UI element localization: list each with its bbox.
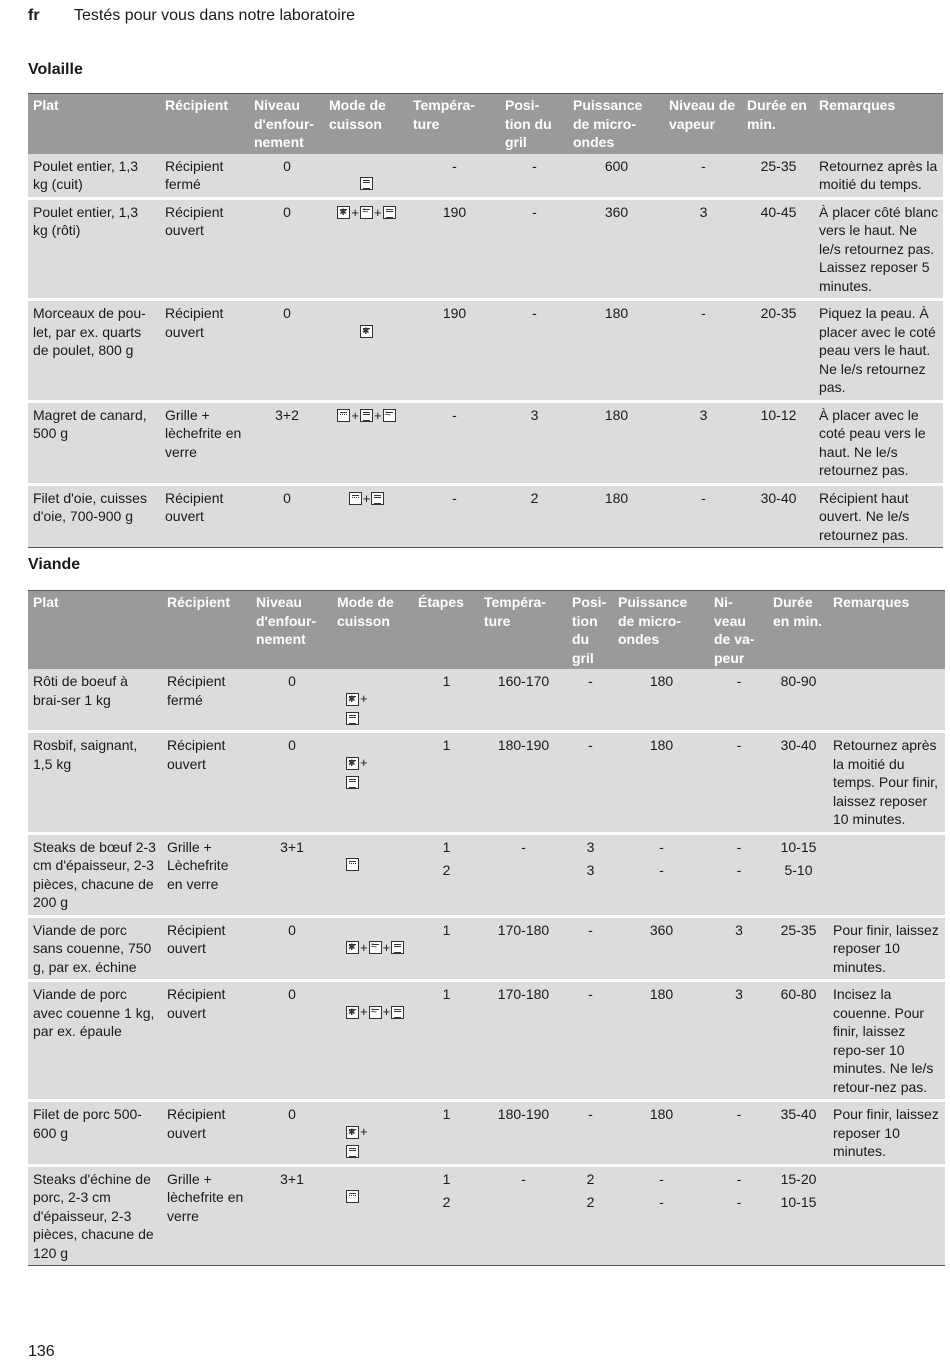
temperature: 190 [408,198,500,300]
step-value: 10-15 [780,1193,817,1210]
microwave-power: 600 [568,154,664,199]
temperature [479,1101,567,1166]
step-value: 170-180 [497,921,550,938]
table-row [28,981,945,1101]
cooking-mode [324,154,408,199]
table-row [28,916,945,981]
shelf-level: 3+2 [249,401,324,484]
duration: 40-45 [742,198,814,300]
step-value: - [588,1106,593,1123]
grill-position: 3 [500,401,568,484]
step-value: - [736,861,742,878]
dish-name: Magret de canard, 500 g [28,401,160,484]
page-number: 136 [28,1343,55,1360]
micro-mode-icon [346,1145,359,1158]
step-value: - [588,673,593,689]
remarks: Retournez après la moitié du temps. Pour finir, laissez reposer 10 minutes. [828,732,945,834]
duration [768,916,828,981]
micro-mode-icon [391,941,404,954]
dish-name: Rôti de boeuf à brai-ser 1 kg [28,669,162,732]
step-value: 180 [649,1106,674,1123]
remarks [828,833,945,916]
shelf-level: 3+1 [251,833,332,916]
column-header: Niveau d'enfour-nement [249,94,324,154]
step-value: 170-180 [497,986,550,1003]
step-value: 80-90 [780,673,817,689]
table-volaille [28,93,943,548]
step-value: 1 [442,737,451,754]
language-tag: fr [28,7,40,24]
temperature [479,916,567,981]
cooking-mode [332,1165,413,1266]
step-value: 1 [442,673,451,689]
table-row [28,154,943,199]
table-row [28,300,943,402]
step-value: 180 [649,673,674,689]
plus-sign: + [351,407,359,423]
temperature: - [408,484,500,548]
temperature [479,732,567,834]
plus-sign: + [374,407,382,423]
column-header: Remarques [814,94,943,154]
table-row [28,484,943,548]
step-value: 180 [649,737,674,754]
micro-mode-icon [360,177,373,190]
grill-mode-icon [349,492,362,505]
cooking-mode [332,1101,413,1166]
micro-mode-icon [371,492,384,505]
micro-mode-icon [360,409,373,422]
step-value: 2 [586,1170,595,1187]
shelf-level: 0 [251,981,332,1101]
duration [768,1165,828,1266]
container: Grille + Lèchefrite en verre [162,833,251,916]
micro-mode-icon [346,776,359,789]
steam-level: - [664,300,742,402]
grill-position [567,833,613,916]
shelf-level: 0 [251,1101,332,1166]
dish-name: Morceaux de pou-let, par ex. quarts de poulet, 800 g [28,300,160,402]
temperature [479,833,567,916]
step-value: - [588,986,593,1003]
remarks: À placer côté blanc vers le haut. Ne le/s retournez pas. Laissez reposer 5 minutes. [814,198,943,300]
column-header: Tempéra-ture [408,94,500,154]
grill-position [567,1165,613,1266]
grill-position [567,732,613,834]
page-header [28,7,355,25]
step-value: - [521,1170,526,1187]
steam-level: 3 [664,198,742,300]
grill-mode-icon [346,858,359,871]
cooking-mode [324,198,408,300]
column-header: Récipient [162,591,251,670]
table-viande [28,590,945,1266]
step-value: 2 [586,1193,595,1210]
shelf-level: 0 [249,300,324,402]
step [413,732,479,834]
step-value: 3 [586,861,595,878]
step-value: 180 [649,986,674,1003]
step-value: - [736,737,742,754]
steam-mode-icon [369,941,382,954]
step-value: 180-190 [497,737,550,754]
cooking-mode [332,916,413,981]
step-value: 360 [649,921,674,938]
step-value: 3 [735,921,743,938]
cooking-mode [324,401,408,484]
grill-position [567,981,613,1101]
micro-mode-icon [383,206,396,219]
step-value: - [736,1106,742,1123]
dish-name: Steaks d'échine de porc, 2-3 cm d'épaisseur, 2-3 pièces, chacune de 120 g [28,1165,162,1266]
plus-sign: + [360,755,368,771]
microwave-power: 180 [568,401,664,484]
step-value [484,1193,563,1216]
column-header: Durée en min. [768,591,828,670]
steam-level [709,981,768,1101]
container: Récipient ouvert [162,981,251,1101]
plus-sign: + [362,490,371,506]
plus-sign: + [360,1004,368,1020]
remarks: Pour finir, laissez reposer 10 minutes. [828,916,945,981]
steam-level: - [664,154,742,199]
plus-sign: + [351,204,359,220]
grill-position [567,669,613,732]
dish-name: Viande de porc sans couenne, 750 g, par ex. échine [28,916,162,981]
table-row [28,401,943,484]
step-value: 160-170 [497,673,550,689]
container: Récipient ouvert [162,1101,251,1166]
dish-name: Steaks de bœuf 2-3 cm d'épaisseur, 2-3 pièces, chacune de 200 g [28,833,162,916]
steam-level: 3 [664,401,742,484]
column-header: Étapes [413,591,479,670]
step-value: - [736,1193,742,1210]
step-value: - [521,838,526,855]
dish-name: Rosbif, saignant, 1,5 kg [28,732,162,834]
microwave-power [613,981,709,1101]
microwave-power [613,1101,709,1166]
step-value: 15-20 [780,1170,817,1187]
grill-mode-icon [346,1190,359,1203]
step-value: 60-80 [780,986,817,1003]
steam-mode-icon [360,206,373,219]
microwave-power: 180 [568,484,664,548]
micro-mode-icon [346,712,359,725]
step-value: 1 [442,1106,451,1123]
shelf-level: 0 [251,669,332,732]
step-value: - [659,861,664,878]
column-header: Niveau d'enfour-nement [251,591,332,670]
step-value: 10-15 [780,838,817,855]
container: Récipient ouvert [160,198,249,300]
steam-level [709,732,768,834]
micro-mode-icon [391,1006,404,1019]
steam-level [709,916,768,981]
step [413,1101,479,1166]
dish-name: Poulet entier, 1,3 kg (rôti) [28,198,160,300]
container: Récipient ouvert [162,916,251,981]
cooking-mode [324,300,408,402]
table-row [28,1101,945,1166]
step [413,981,479,1101]
duration: 10-12 [742,401,814,484]
shelf-level: 0 [251,732,332,834]
step-value: 180-190 [497,1106,550,1123]
steam-mode-icon [369,1006,382,1019]
grill-position: - [500,198,568,300]
duration [768,732,828,834]
duration: 25-35 [742,154,814,199]
plus-sign: + [360,939,368,955]
hot-mode-icon [337,206,350,219]
step-value [484,861,563,884]
steam-level [709,1101,768,1166]
temperature: - [408,401,500,484]
step-value: - [659,1170,664,1187]
step-value: 30-40 [780,737,817,754]
container: Grille + lèchefrite en verre [160,401,249,484]
hot-mode-icon [346,757,359,770]
step-value: 5-10 [784,861,813,878]
column-header: Plat [28,591,162,670]
remarks: Incisez la couenne. Pour finir, laissez repo-ser 10 minutes. Ne le/s retour-nez pas. [828,981,945,1101]
plus-sign: + [374,204,382,220]
duration [768,833,828,916]
step-value: - [736,1170,742,1187]
grill-position: 2 [500,484,568,548]
grill-mode-icon [337,409,350,422]
column-header: Posi-tion du gril [567,591,613,670]
microwave-power [613,732,709,834]
microwave-power [613,669,709,732]
step-value: 25-35 [780,921,817,938]
step-value: 3 [586,838,595,855]
steam-level [709,833,768,916]
grill-position [567,916,613,981]
steam-level [709,669,768,732]
remarks [828,1165,945,1266]
temperature [479,1165,567,1266]
step-value: - [736,838,742,855]
section-title-volaille: Volaille [28,61,83,78]
table-row [28,1165,945,1266]
cooking-mode [324,484,408,548]
dish-name: Poulet entier, 1,3 kg (cuit) [28,154,160,199]
step [413,916,479,981]
column-header: Puissance de micro-ondes [568,94,664,154]
step-value: - [588,921,593,938]
dish-name: Filet d'oie, cuisses d'oie, 700-900 g [28,484,160,548]
column-header: Niveau de vapeur [664,94,742,154]
hot-mode-icon [360,325,373,338]
hot-mode-icon [346,1006,359,1019]
step [413,833,479,916]
shelf-level: 0 [249,198,324,300]
cooking-mode [332,981,413,1101]
column-header: Mode de cuisson [332,591,413,670]
duration: 30-40 [742,484,814,548]
step-value: 2 [442,1193,451,1210]
table-row [28,833,945,916]
table-row [28,732,945,834]
temperature [479,981,567,1101]
steam-mode-icon [383,409,396,422]
cooking-mode [332,732,413,834]
step [413,669,479,732]
remarks: Pour finir, laissez reposer 10 minutes. [828,1101,945,1166]
column-header: Plat [28,94,160,154]
column-header: Puissance de micro-ondes [613,591,709,670]
step [413,1165,479,1266]
column-header: Ni-veau de va-peur [709,591,768,670]
plus-sign: + [382,1004,391,1020]
step-value: 1 [442,838,451,855]
duration [768,669,828,732]
container: Grille + lèchefrite en verre [162,1165,251,1266]
step-value: - [736,673,742,689]
column-header: Durée en min. [742,94,814,154]
step-value: 1 [442,1170,451,1187]
microwave-power: 360 [568,198,664,300]
plus-sign: + [382,939,391,955]
step-value: - [588,737,593,754]
remarks: À placer avec le coté peau vers le haut. Ne le/s retournez pas. [814,401,943,484]
hot-mode-icon [346,693,359,706]
step-value: 1 [442,986,451,1003]
column-header: Posi-tion du gril [500,94,568,154]
hot-mode-icon [346,941,359,954]
temperature [479,669,567,732]
column-header: Mode de cuisson [324,94,408,154]
steam-level: - [664,484,742,548]
hot-mode-icon [346,1126,359,1139]
shelf-level: 0 [249,154,324,199]
header-title: Testés pour vous dans notre laboratoire [74,7,356,24]
step-value: 3 [735,986,743,1003]
cooking-mode [332,833,413,916]
duration [768,981,828,1101]
plus-sign: + [360,691,368,707]
dish-name: Viande de porc avec couenne 1 kg, par ex. épaule [28,981,162,1101]
step-value: 1 [442,921,451,938]
duration: 20-35 [742,300,814,402]
remarks: Récipient haut ouvert. Ne le/s retournez pas. [814,484,943,548]
temperature: - [408,154,500,199]
duration [768,1101,828,1166]
shelf-level: 0 [251,916,332,981]
step-value: 2 [442,861,451,878]
microwave-power [613,916,709,981]
steam-level [709,1165,768,1266]
shelf-level: 0 [249,484,324,548]
column-header: Récipient [160,94,249,154]
container: Récipient fermé [162,669,251,732]
plus-sign: + [360,1124,368,1140]
container: Récipient ouvert [162,732,251,834]
step-value: 35-40 [780,1106,817,1123]
remarks: Retournez après la moitié du temps. [814,154,943,199]
cooking-mode [332,669,413,732]
microwave-power [613,833,709,916]
grill-position: - [500,300,568,402]
container: Récipient fermé [160,154,249,199]
section-title-viande: Viande [28,556,81,573]
table-row [28,669,945,732]
microwave-power: 180 [568,300,664,402]
remarks: Piquez la peau. À placer avec le coté peau vers le haut. Ne le/s retournez pas. [814,300,943,402]
temperature: 190 [408,300,500,402]
column-header: Remarques [828,591,945,670]
remarks [828,669,945,732]
grill-position: - [500,154,568,199]
step-value: - [659,1193,664,1210]
container: Récipient ouvert [160,484,249,548]
container: Récipient ouvert [160,300,249,402]
shelf-level: 3+1 [251,1165,332,1266]
step-value: - [659,838,664,855]
microwave-power [613,1165,709,1266]
table-row [28,198,943,300]
column-header: Tempéra-ture [479,591,567,670]
grill-position [567,1101,613,1166]
dish-name: Filet de porc 500-600 g [28,1101,162,1166]
